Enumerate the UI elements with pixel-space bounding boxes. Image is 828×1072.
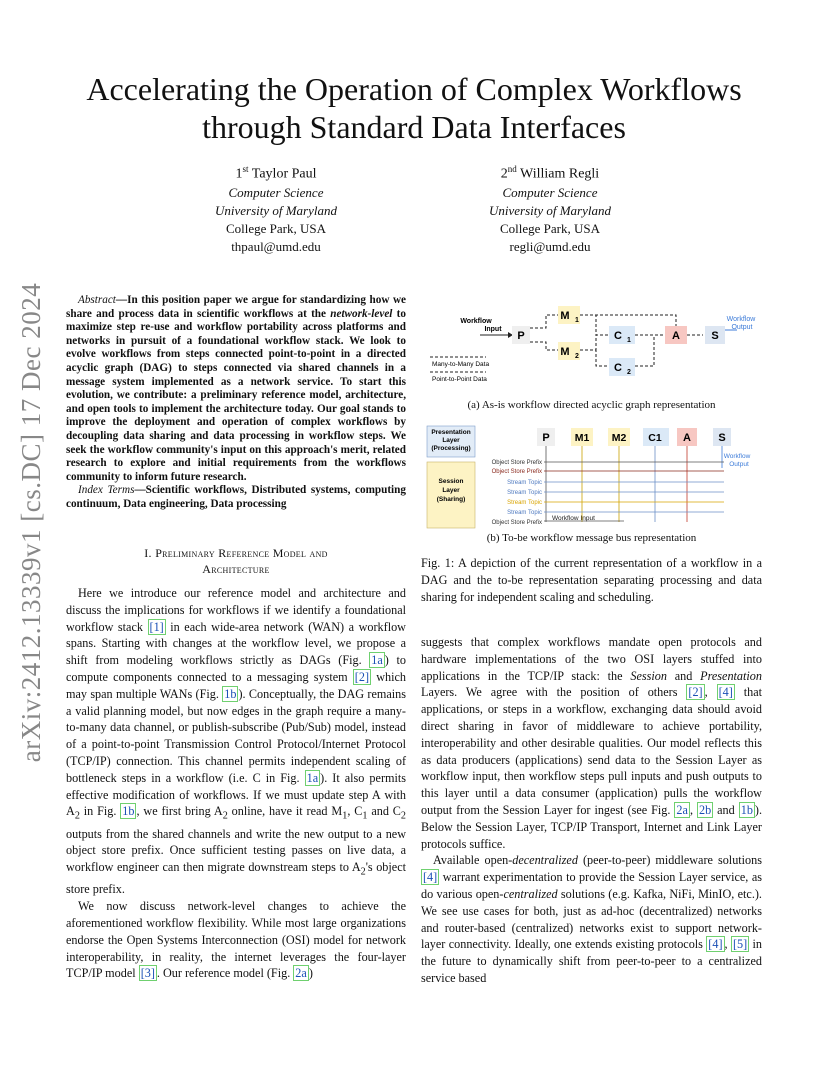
- svg-text:Object Store Prefix: Object Store Prefix: [491, 469, 542, 475]
- abstract: Abstract—In this position paper we argue for standardizing how we share and process data in scientific workflows at the network-level to maximize step re-use and workflow portability across platforms and networks in pursuit of a foundational workflow stack. We look to evolve workflows from steps connected point-to-point in a directed acyclic graph (DAG) to steps connected via shared channels in a message system implemented as a network service. To start this evolution, we contribute: a preliminary reference model, architecture, and open tools to implement the architecture today. Our goal stands to improve the deployment and operation of complex workflows by decoupling data sharing and data processing in workflow steps. We seek the workflow community's input on this approach's merit, related research to explore and initial requirements from the workflows community to inform future research. Index Terms—Scientific workflows, Distributed systems, computing continuum, Data engineering, Data processing: [66, 294, 406, 510]
- arxiv-identifier: arXiv:2412.13339v1 [cs.DC] 17 Dec 2024: [16, 282, 47, 762]
- svg-text:2: 2: [627, 369, 631, 376]
- citation-link[interactable]: [2]: [688, 685, 703, 700]
- workflow-input-label: Input: [484, 326, 502, 333]
- svg-text:Workflow: Workflow: [723, 453, 751, 460]
- citation-link[interactable]: [4]: [708, 937, 723, 952]
- svg-text:Object Store Prefix: Object Store Prefix: [491, 460, 542, 466]
- svg-text:Output: Output: [729, 461, 749, 468]
- svg-text:M: M: [560, 310, 570, 322]
- step-c2-node: [609, 358, 635, 376]
- svg-text:Stream Topic: Stream Topic: [507, 510, 542, 516]
- figure-link[interactable]: 2b: [698, 802, 712, 817]
- svg-text:C: C: [614, 330, 622, 342]
- svg-text:S: S: [711, 330, 719, 342]
- figure-link[interactable]: 2a: [676, 802, 688, 817]
- citation-link[interactable]: [1]: [149, 619, 164, 634]
- svg-text:Stream Topic: Stream Topic: [507, 490, 542, 496]
- citation-link[interactable]: [3]: [140, 966, 155, 981]
- paragraph: suggests that complex workflows mandate open protocols and hardware implementations of the two OSI layers stuffed into applications in the TCP/IP stack: the Session and Presentation Layers. We agree with the position of others [2] , [4] that applications, or steps in a workflow, exchanging data should avoid direct sharing in favor of middleware to achieve portability, interoperability and other desirable qualities. Our model reflects this as data producers (applications) send data to the Session Layer as workflow input, then workflow steps pull inputs and push outputs to this layer until a data consumer (application) pulls the workflow output from the Session Layer for ingest (see Fig. 2a , 2b and 1b ). Below the Session Layer, TCP/IP Transport, Internet and Link Layer protocols suffice.: [421, 635, 763, 851]
- svg-text:S: S: [718, 432, 726, 444]
- svg-text:A: A: [683, 432, 691, 444]
- svg-text:Workflow: Workflow: [726, 316, 756, 323]
- svg-text:M2: M2: [611, 432, 627, 444]
- figure-link[interactable]: 2a: [295, 966, 307, 981]
- figure-1a-dag-diagram: [424, 298, 764, 396]
- figure-link[interactable]: 1b: [122, 804, 135, 819]
- citation-link[interactable]: [4]: [718, 685, 733, 700]
- body-text-right: [421, 634, 762, 987]
- svg-text:(Sharing): (Sharing): [436, 496, 466, 503]
- figure-link[interactable]: 1a: [306, 770, 319, 785]
- svg-text:P: P: [542, 432, 550, 444]
- citation-link[interactable]: [5]: [732, 937, 748, 952]
- body-text-left: [66, 585, 406, 982]
- svg-text:M1: M1: [574, 432, 590, 444]
- svg-text:1: 1: [575, 317, 579, 324]
- author-block: 1st Taylor Paul Computer Science University of Maryland College Park, USA thpaul@umd.edu: [214, 164, 338, 254]
- svg-text:(Processing): (Processing): [431, 445, 471, 452]
- citation-link[interactable]: [2]: [354, 669, 370, 684]
- svg-text:2: 2: [575, 353, 579, 360]
- svg-text:Presentation: Presentation: [431, 429, 471, 436]
- figure-link[interactable]: 1a: [371, 653, 383, 668]
- paragraph: We now discuss network-level changes to achieve the aforementioned workflow flexibility. While most large organizations endorse the Open Systems Interconnection (OSI) model for network interoperability, in reality, the internet leverages the four-layer TCP/IP model [3] . Our reference model (Fig. 2a ): [66, 899, 406, 981]
- legend-many-to-many: Many-to-Many Data: [432, 361, 490, 368]
- svg-text:Stream Topic: Stream Topic: [507, 480, 542, 486]
- svg-text:Layer: Layer: [442, 487, 460, 494]
- session-layer-box: [427, 462, 475, 528]
- workflow-input-label: Workflow: [460, 318, 492, 325]
- figure-link[interactable]: 1b: [224, 686, 237, 701]
- svg-text:C1: C1: [648, 432, 662, 444]
- svg-text:Stream Topic: Stream Topic: [507, 500, 542, 506]
- svg-text:Output: Output: [731, 324, 753, 331]
- citation-link[interactable]: [4]: [423, 870, 438, 885]
- svg-text:Session: Session: [438, 478, 464, 485]
- workflow-input-label: Workflow Input: [552, 515, 595, 522]
- svg-text:M: M: [560, 346, 570, 358]
- paragraph: Here we introduce our reference model and architecture and discuss the implications for workflows if we identify a foundational workflow stack [1] in each wide-area network (WAN) a workflow spans. Starting with changes at the workflow level, we propose a shift from modeling workflows strictly as DAGs (Fig. 1a ) to compute components connected to a messaging system [2] which may span multiple WANs (Fig. 1b ). Conceptually, the DAG remains a valid planning model, but now edges in the graph require a many-to-many data channel, or publish-subscribe (Pub/Sub) model, instead of a point-to-point Transmission Control Protocol/Internet Protocol (TCP/IP) connection. This channel permits independent scaling of bottleneck steps in a workflow (i.e. C in Fig. 1a ). It also permits effective modification of workflows. If we must update step A with $A_2$ in Fig. 1b , we first bring $A_2$ online, have it read $M_1$, $C_1$ and $C_2$ outputs from the shared channels and write the new output to a new object store prefix. Once sufficient testing passes on live data, a workflow engineer can then migrate downstream steps to $A_2's$ object store prefix.: [66, 586, 406, 897]
- figure-link[interactable]: 1b: [740, 802, 753, 817]
- svg-text:Layer: Layer: [442, 437, 460, 444]
- author-block: 2nd William Regli Computer Science University of Maryland College Park, USA regli@umd.edu: [488, 164, 612, 254]
- section-heading: I. Preliminary Reference Model and Architecture: [144, 546, 328, 576]
- figure-caption: Fig. 1: A depiction of the current representation of a workflow in a DAG and the to-be representation separating processing and data sharing for independent scaling and scheduling.: [421, 556, 762, 604]
- paper-title: Accelerating the Operation of Complex Workflows through Standard Data Interfaces: [86, 71, 742, 145]
- step-c1-node: [609, 326, 635, 344]
- svg-text:1: 1: [627, 337, 631, 344]
- svg-text:Object Store Prefix: Object Store Prefix: [491, 520, 542, 526]
- legend-point-to-point: Point-to-Point Data: [432, 376, 487, 383]
- paragraph: Available open-decentralized (peer-to-peer) middleware solutions [4] warrant experimentation to provide the Session Layer service, as do various open-centralized solutions (e.g. Kafka, NiFi, MinIO, etc.). We see use cases for both, just as ad-hoc (decentralized) networks and router-based (centralized) networks exist to support network-layer connectivity. Ideally, one extends existing protocols [4] , [5] in the future to dynamically shift from peer-to-peer to a centralized service based: [421, 853, 763, 985]
- svg-text:P: P: [517, 330, 525, 342]
- svg-text:A: A: [672, 330, 680, 342]
- figure-subcaption-b: (b) To-be workflow message bus representation: [486, 532, 697, 544]
- svg-text:C: C: [614, 362, 622, 374]
- figure-1b-message-bus-diagram: [424, 424, 764, 530]
- figure-subcaption-a: (a) As-is workflow directed acyclic graph representation: [467, 399, 716, 411]
